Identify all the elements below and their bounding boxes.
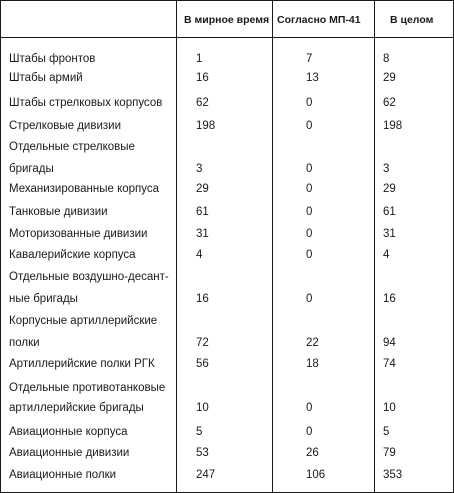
value-peacetime: 198 <box>196 120 216 132</box>
value-mp41: 0 <box>306 183 313 195</box>
row-label: Артиллерийские полки РГК <box>9 358 155 370</box>
value-total: 94 <box>383 337 396 349</box>
column-divider <box>176 1 177 492</box>
value-mp41: 0 <box>306 249 313 261</box>
value-peacetime: 31 <box>196 228 209 240</box>
column-divider <box>374 1 375 492</box>
row-label: Авиационные корпуса <box>9 426 128 438</box>
value-peacetime: 53 <box>196 447 209 459</box>
row-label: бригады <box>9 163 54 175</box>
value-total: 74 <box>383 358 396 370</box>
value-total: 79 <box>383 447 396 459</box>
row-label: Танковые дивизии <box>9 206 108 218</box>
row-label: Штабы армий <box>9 72 83 84</box>
value-peacetime: 56 <box>196 358 209 370</box>
value-total: 10 <box>383 402 396 414</box>
value-peacetime: 16 <box>196 72 209 84</box>
row-label: ные бригады <box>9 293 78 305</box>
row-label: полки <box>9 337 40 349</box>
value-total: 4 <box>383 249 390 261</box>
value-total: 29 <box>383 183 396 195</box>
row-label: Кавалерийские корпуса <box>9 249 136 261</box>
header-peacetime: В мирное время <box>184 14 270 26</box>
value-total: 16 <box>383 293 396 305</box>
value-total: 198 <box>383 120 403 132</box>
value-total: 3 <box>383 163 390 175</box>
value-mp41: 22 <box>306 337 319 349</box>
value-peacetime: 16 <box>196 293 209 305</box>
row-label: Отдельные противотанковые <box>9 382 166 394</box>
row-label: Моторизованные дивизии <box>9 228 148 240</box>
value-peacetime: 10 <box>196 402 209 414</box>
row-label: Отдельные стрелковые <box>9 141 135 153</box>
value-peacetime: 3 <box>196 163 203 175</box>
value-total: 5 <box>383 426 390 438</box>
value-total: 62 <box>383 97 396 109</box>
value-mp41: 26 <box>306 447 319 459</box>
header-divider <box>1 37 453 38</box>
value-peacetime: 1 <box>196 53 203 65</box>
row-label: Отдельные воздушно-десант- <box>9 271 169 283</box>
header-mp41: Согласно МП-41 <box>277 14 361 26</box>
value-mp41: 0 <box>306 293 313 305</box>
value-mp41: 0 <box>306 228 313 240</box>
value-peacetime: 62 <box>196 97 209 109</box>
header-total: В целом <box>390 14 434 26</box>
value-total: 8 <box>383 53 390 65</box>
value-peacetime: 61 <box>196 206 209 218</box>
value-mp41: 0 <box>306 97 313 109</box>
value-total: 353 <box>383 469 403 481</box>
value-mp41: 0 <box>306 402 313 414</box>
row-label: артиллерийские бригады <box>9 402 144 414</box>
value-mp41: 0 <box>306 206 313 218</box>
value-total: 61 <box>383 206 396 218</box>
value-mp41: 106 <box>306 469 326 481</box>
value-peacetime: 29 <box>196 183 209 195</box>
value-mp41: 7 <box>306 53 313 65</box>
row-label: Авиационные дивизии <box>9 447 130 459</box>
row-label: Стрелковые дивизии <box>9 120 122 132</box>
row-label: Штабы стрелковых корпусов <box>9 97 163 109</box>
value-mp41: 0 <box>306 120 313 132</box>
row-label: Штабы фронтов <box>9 53 96 65</box>
value-peacetime: 72 <box>196 337 209 349</box>
value-mp41: 0 <box>306 426 313 438</box>
row-label: Корпусные артиллерийские <box>9 315 158 327</box>
value-total: 31 <box>383 228 396 240</box>
value-mp41: 0 <box>306 163 313 175</box>
value-peacetime: 247 <box>196 469 216 481</box>
value-peacetime: 5 <box>196 426 203 438</box>
row-label: Авиационные полки <box>9 469 117 481</box>
row-label: Механизированные корпуса <box>9 183 160 195</box>
column-divider <box>272 1 273 492</box>
value-peacetime: 4 <box>196 249 203 261</box>
value-total: 29 <box>383 72 396 84</box>
value-mp41: 13 <box>306 72 319 84</box>
value-mp41: 18 <box>306 358 319 370</box>
